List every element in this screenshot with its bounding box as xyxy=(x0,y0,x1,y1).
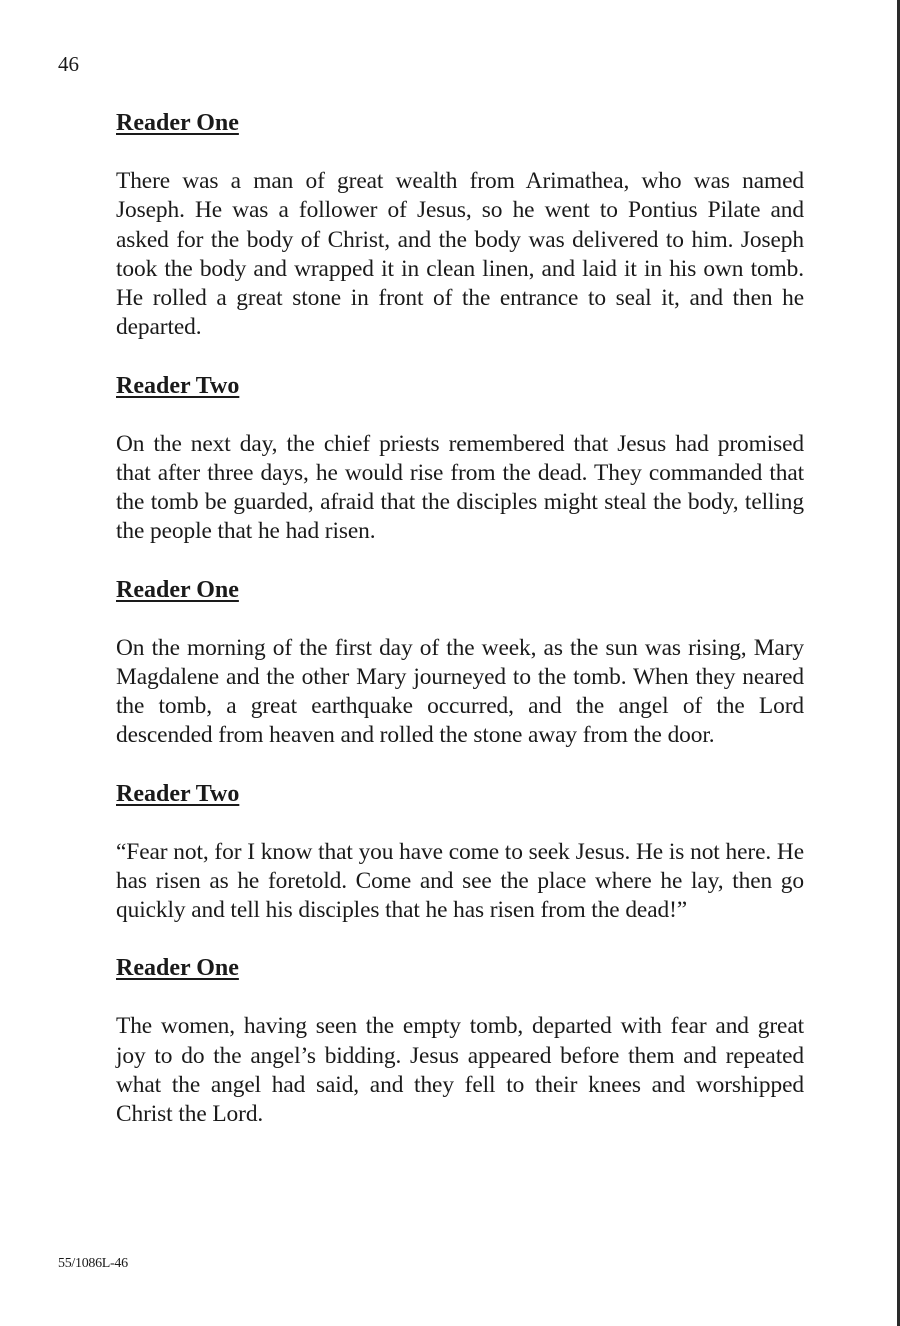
reading-section xyxy=(116,109,804,343)
section-text: There was a man of great wealth from Arimathea, who was named Joseph. He was a follower of Jesus, so he went to Pontius Pilate and asked for the body of Christ, and the body was delivered to him. Joseph took the body and wrapped it in clean linen, and laid it in his own tomb. He rolled a great stone in front of the entrance to seal it, and then he departed. xyxy=(116,168,804,341)
page-number: 46 xyxy=(58,52,79,76)
reading-content xyxy=(116,109,804,1129)
section-text: The women, having seen the empty tomb, departed with fear and great joy to do the angel’s bidding. Jesus appeared before them and repeated what the angel had said, and they fell to their knees and worshipped Christ the Lord. xyxy=(116,1013,804,1127)
section-heading: Reader One xyxy=(116,955,239,982)
reading-section xyxy=(116,576,804,751)
section-text: On the morning of the first day of the week, as the sun was rising, Mary Magdalene and the other Mary journeyed to the tomb. When they neared the tomb, a great earthquake occurred, and the angel of the Lord descended from heaven and rolled the stone away from the door. xyxy=(116,634,804,749)
reading-section xyxy=(116,954,804,1129)
reading-section xyxy=(116,780,804,926)
footer-code: 55/1086L-46 xyxy=(58,1256,128,1271)
section-text: On the next day, the chief priests remembered that Jesus had promised that after three days, he would rise from the dead. They commanded that the tomb be guarded, afraid that the disciples might steal the body, telling the people that he had risen. xyxy=(116,430,804,545)
section-heading: Reader One xyxy=(116,576,239,603)
section-heading: Reader One xyxy=(116,110,239,136)
reading-section xyxy=(116,372,804,547)
section-heading: Reader Two xyxy=(116,372,240,399)
section-heading: Reader Two xyxy=(116,780,240,807)
section-text: “Fear not, for I know that you have come to seek Jesus. He is not here. He has risen as he foretold. Come and see the place where he lay, then go quickly and tell his disciples that he has risen from the dead!” xyxy=(116,838,804,923)
